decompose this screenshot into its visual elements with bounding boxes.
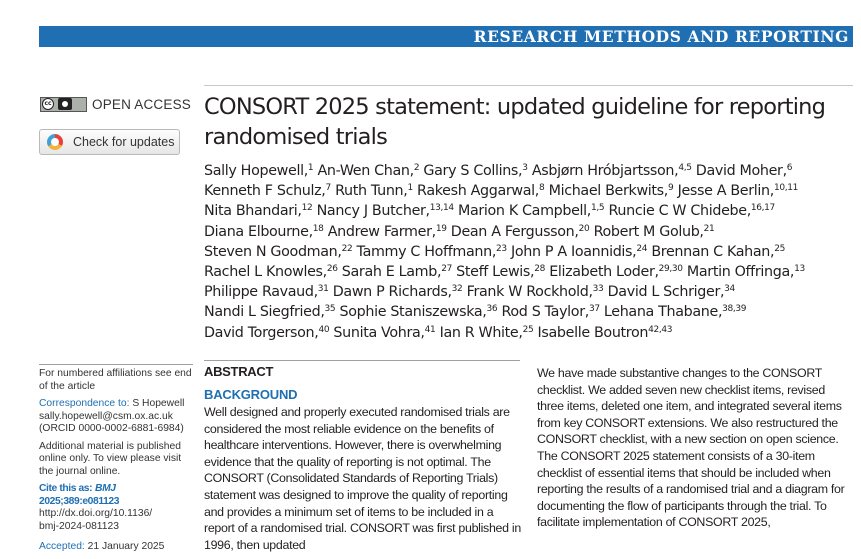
affiliation-number: 24: [636, 243, 648, 254]
doi-link-line1[interactable]: http://dx.doi.org/10.1136/: [39, 508, 153, 519]
author-name[interactable]: Nita Bhandari,: [204, 203, 302, 220]
author-name[interactable]: Nancy J Butcher,: [316, 203, 430, 220]
author-name[interactable]: Rachel L Knowles,: [204, 264, 327, 281]
doi-link-line2[interactable]: bmj-2024-081123: [39, 520, 119, 532]
affiliation-number: 1,5: [591, 203, 605, 214]
author-name[interactable]: Asbjørn Hróbjartsson,: [531, 163, 679, 179]
author-name[interactable]: Michael Berkwits,: [548, 183, 668, 200]
abstract-continued-text: We have made substantive changes to the CONSORT checklist. We added seven new checklist items, revised three items, deleted one item, and integrated several items from key CONSORT extensions. We also restructured the CONSORT checklist, with a new section on open science. The CONSORT 2025 statement consists of a 30-item checklist of essential items that should be included when reporting the results of a randomised trial and a diagram for documenting the flow of participants through the trial. To facilitate implementation of CONSORT 2025,: [537, 366, 845, 530]
author-name[interactable]: Steven N Goodman,: [204, 243, 342, 260]
correspondence-orcid[interactable]: (ORCID 0000-0002-6881-6984): [39, 423, 184, 434]
author-name[interactable]: David L Schriger,: [607, 284, 725, 301]
affiliation-number: 34: [724, 284, 735, 295]
author-name[interactable]: Tammy C Hoffmann,: [356, 243, 497, 260]
affiliation-number: 40: [318, 324, 330, 335]
author-name[interactable]: Brennan C Kahan,: [651, 243, 775, 260]
affiliation-number: 35: [324, 304, 336, 315]
author-name[interactable]: Kenneth F Schulz,: [204, 183, 326, 200]
author-name[interactable]: Sally Hopewell,: [204, 163, 308, 179]
author-name[interactable]: Dean A Fergusson,: [450, 223, 579, 240]
author-name[interactable]: Robert M Golub,: [593, 223, 704, 240]
accepted-date: [39, 541, 193, 554]
sidebar-divider: [39, 364, 193, 365]
affiliation-number: 16,17: [750, 203, 775, 214]
affiliation-number: 32: [451, 284, 463, 295]
author-name[interactable]: Sophie Staniszewska,: [339, 304, 487, 321]
affiliation-number: 4,5: [678, 163, 692, 173]
crossmark-icon: [47, 134, 63, 150]
background-text: Well designed and properly executed randomised trials are considered the most reliable evidence on the benefits of healthcare interventions. However, there is overwhelming evidence that the quality of reporting is not optimal. The CONSORT (Consolidated Standards of Reporting Trials) statement was designed to improve the quality of reporting and provides a minimum set of items to be included in a report of a randomised trial. CONSORT was first published in 1996, then updated: [204, 405, 521, 552]
author-name[interactable]: John P A Ioannidis,: [511, 243, 637, 260]
author-name[interactable]: Diana Elbourne,: [204, 223, 313, 240]
article-title: CONSORT 2025 statement: updated guideline for reporting randomised trials: [204, 94, 826, 150]
affiliation-number: 13,14: [429, 203, 454, 214]
author-name[interactable]: Sarah E Lamb,: [341, 264, 442, 281]
affiliation-number: 33: [592, 284, 604, 295]
author-line: [204, 323, 849, 343]
cite-journal: BMJ: [95, 483, 116, 494]
author-line: [204, 161, 849, 181]
affiliation-number: 9: [667, 183, 674, 194]
author-name[interactable]: Runcie C W Chidebe,: [608, 203, 751, 220]
affiliation-number: 8: [539, 183, 545, 194]
correspondence-name: S Hopewell: [129, 398, 185, 409]
affiliation-number: 37: [588, 304, 600, 315]
cite-label: Cite this as:: [39, 483, 93, 494]
affiliation-number: 23: [496, 243, 507, 254]
correspondence: [39, 398, 193, 436]
cite-reference: 2025;389:e081123: [39, 495, 120, 507]
accepted-label: Accepted:: [39, 541, 85, 552]
author-line: [204, 282, 849, 302]
creative-commons-by-icon: cc: [40, 97, 87, 112]
author-name[interactable]: Rakesh Aggarwal,: [417, 183, 539, 200]
author-name[interactable]: Frank W Rockhold,: [466, 284, 593, 301]
author-name[interactable]: David Torgerson,: [204, 324, 319, 341]
abstract-heading: ABSTRACT: [204, 364, 274, 379]
author-name[interactable]: Ruth Tunn,: [335, 183, 408, 200]
affiliation-number: 41: [424, 324, 436, 335]
affiliation-number: 20: [578, 223, 590, 234]
correspondence-label: Correspondence to:: [39, 398, 130, 409]
affiliation-number: 26: [326, 264, 338, 275]
affiliation-number: 25: [774, 243, 785, 254]
author-name[interactable]: Jesse A Berlin,: [677, 183, 774, 200]
author-name[interactable]: Steff Lewis,: [456, 264, 535, 281]
author-line: [204, 222, 849, 242]
affiliation-number: 29,30: [658, 264, 683, 275]
author-name[interactable]: Andrew Farmer,: [327, 223, 436, 240]
author-line: [204, 302, 849, 322]
author-line: [204, 242, 849, 262]
affiliation-number: 3: [522, 163, 528, 173]
author-name[interactable]: Rod S Taylor,: [501, 304, 589, 321]
author-name[interactable]: Elizabeth Loder,: [549, 264, 659, 281]
section-label: RESEARCH METHODS AND REPORTING: [473, 27, 849, 46]
author-name[interactable]: Philippe Ravaud,: [204, 284, 318, 301]
section-header-band: [39, 26, 853, 47]
affiliation-number: 2: [413, 163, 420, 173]
affiliation-number: 13: [794, 264, 805, 275]
open-access-badge[interactable]: [40, 95, 191, 113]
affiliations-note: For numbered affiliations see end of the article: [39, 368, 192, 392]
author-name[interactable]: Nandi L Siegfried,: [204, 304, 325, 321]
open-access-label: OPEN ACCESS: [92, 96, 191, 112]
author-name[interactable]: Gary S Collins,: [423, 163, 523, 179]
author-name[interactable]: David Moher,: [695, 163, 787, 179]
affiliation-number: 38,39: [722, 304, 747, 315]
affiliation-number: 42,43: [648, 324, 673, 335]
author-name[interactable]: Ian R White,: [439, 324, 523, 341]
citation: [39, 483, 193, 533]
affiliation-number: 31: [317, 284, 329, 295]
background-heading: BACKGROUND: [204, 387, 298, 402]
affiliation-number: 36: [486, 304, 498, 315]
check-for-updates-button[interactable]: [39, 129, 180, 155]
affiliation-number: 1: [407, 183, 413, 194]
author-name[interactable]: Sunita Vohra,: [333, 324, 425, 341]
affiliation-number: 6: [786, 163, 793, 173]
affiliation-number: 1: [307, 163, 314, 173]
affiliation-number: 12: [301, 203, 313, 214]
affiliation-number: 28: [534, 264, 545, 275]
check-for-updates-label: Check for updates: [73, 135, 175, 149]
affiliation-number: 7: [325, 183, 331, 194]
accepted-value: 21 January 2025: [84, 541, 165, 552]
author-line: [204, 262, 849, 282]
author-name[interactable]: Marion K Campbell,: [457, 203, 591, 220]
additional-material-note: Additional material is published online only. To view please visit the journal online.: [39, 440, 182, 477]
author-line: [204, 181, 849, 201]
article-info-sidebar: [39, 368, 193, 559]
author-name[interactable]: Dawn P Richards,: [332, 284, 452, 301]
affiliation-number: 21: [703, 223, 715, 234]
affiliation-number: 22: [341, 243, 353, 254]
title-divider: [204, 85, 853, 86]
author-name[interactable]: Lehana Thabane,: [603, 304, 723, 321]
affiliation-number: 19: [435, 223, 447, 234]
affiliation-number: 18: [312, 223, 324, 234]
author-line: [204, 201, 849, 221]
author-list: [204, 161, 849, 343]
affiliation-number: 27: [441, 264, 452, 275]
author-name[interactable]: Isabelle Boutron: [537, 324, 649, 341]
affiliation-number: 10,11: [773, 183, 798, 194]
author-name[interactable]: Martin Offringa,: [686, 264, 795, 281]
abstract-divider: [204, 360, 520, 361]
correspondence-email[interactable]: sally.hopewell@csm.ox.ac.uk: [39, 410, 173, 422]
affiliation-number: 25: [522, 324, 534, 335]
author-name[interactable]: An-Wen Chan,: [317, 163, 414, 179]
